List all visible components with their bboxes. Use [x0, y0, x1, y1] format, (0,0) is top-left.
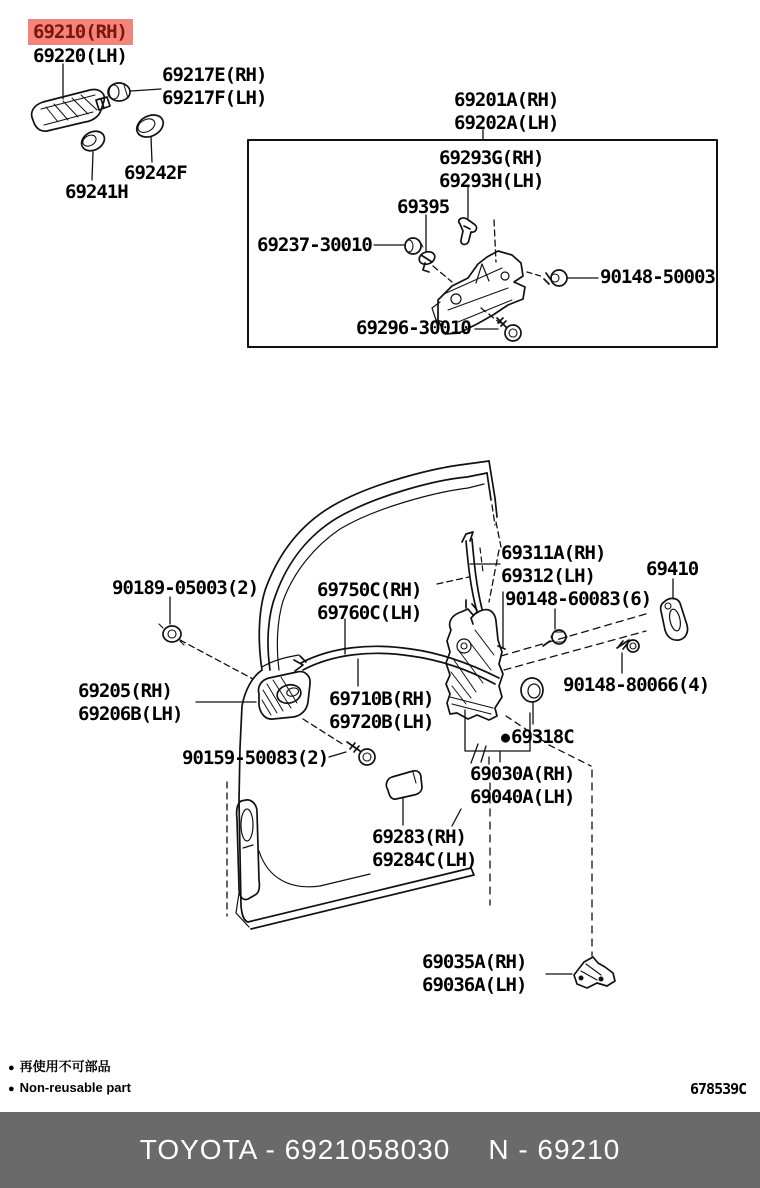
- callout-69293[interactable]: [439, 147, 543, 193]
- callout-69750C[interactable]: [317, 579, 421, 625]
- callout-90148-80066[interactable]: [563, 674, 709, 697]
- gasket-69242F-shape: [133, 111, 167, 142]
- handle-base-drawing: [196, 672, 344, 745]
- footer-catalog-number: N - 69210: [488, 1134, 621, 1165]
- non-reusable-bullet-icon: ●: [8, 1083, 15, 1095]
- callout-69217[interactable]: [162, 64, 266, 110]
- callout-69410[interactable]: [646, 558, 698, 581]
- part-number-label[interactable]: 69035A(RH): [422, 951, 527, 973]
- screw-90159-drawing: [329, 742, 375, 765]
- callout-90159-50083[interactable]: [182, 747, 328, 770]
- part-number-label[interactable]: 69201A(RH): [454, 89, 559, 111]
- callout-69296-30010[interactable]: [356, 317, 471, 340]
- gasket-69241H-shape: [78, 127, 108, 154]
- callout-69241H[interactable]: [65, 181, 128, 204]
- part-number-label[interactable]: 69210(RH): [28, 19, 133, 45]
- callout-69318C[interactable]: [501, 726, 574, 749]
- part-number-label[interactable]: 69036A(LH): [422, 974, 527, 996]
- callout-69242F[interactable]: [124, 162, 187, 185]
- part-number-label[interactable]: 69241H: [65, 181, 128, 203]
- part-number-label[interactable]: 69395: [397, 196, 450, 218]
- callout-69395[interactable]: [397, 196, 449, 219]
- part-number-label[interactable]: 69242F: [124, 162, 187, 184]
- callout-69283[interactable]: [372, 826, 476, 872]
- part-number-label[interactable]: 69311A(RH): [501, 542, 606, 564]
- footer-part-number: TOYOTA - 6921058030: [139, 1134, 451, 1165]
- part-number-label[interactable]: 69410: [646, 558, 699, 580]
- legend-item-jp: [8, 1057, 131, 1078]
- legend-item-en: [8, 1078, 131, 1099]
- part-number-label[interactable]: 69217F(LH): [162, 87, 267, 109]
- part-number-label[interactable]: 69293G(RH): [439, 147, 544, 169]
- part-number-label[interactable]: 90148-60083(6): [505, 588, 652, 610]
- non-reusable-bullet-icon: ●: [8, 1062, 15, 1074]
- part-number-label[interactable]: 69710B(RH): [329, 688, 434, 710]
- callout-69237-30010[interactable]: [257, 234, 372, 257]
- callout-69201A[interactable]: [454, 89, 558, 135]
- part-number-label[interactable]: 90189-05003(2): [112, 577, 259, 599]
- legend-item-en-text: Non-reusable part: [19, 1080, 131, 1095]
- callout-69030A[interactable]: [470, 763, 574, 809]
- part-number-label[interactable]: 69237-30010: [257, 234, 372, 256]
- part-number-label[interactable]: 90148-80066(4): [563, 674, 710, 696]
- nut-90189-drawing: [159, 597, 253, 679]
- callout-69311A[interactable]: [501, 542, 605, 588]
- part-number-label[interactable]: 69720B(LH): [329, 711, 434, 733]
- callout-69210[interactable]: [33, 19, 133, 68]
- legend-item-jp-text: 再使用不可部品: [19, 1059, 111, 1074]
- callout-69710B[interactable]: [329, 688, 433, 734]
- callout-90148-50003[interactable]: [600, 266, 715, 289]
- part-number-label[interactable]: 69283(RH): [372, 826, 466, 848]
- part-number-label[interactable]: 69293H(LH): [439, 170, 544, 192]
- part-number-label[interactable]: 69284C(LH): [372, 849, 477, 871]
- callout-69035A[interactable]: [422, 951, 526, 997]
- callout-90189-05003[interactable]: [112, 577, 258, 600]
- non-reusable-bullet-icon: ●: [501, 728, 510, 746]
- part-number-label[interactable]: 69205(RH): [78, 680, 172, 702]
- part-number-label[interactable]: 69040A(LH): [470, 786, 575, 808]
- part-number-label[interactable]: 69296-30010: [356, 317, 471, 339]
- lock-cable-drawing: [294, 619, 499, 686]
- part-number-label[interactable]: 69220(LH): [33, 45, 127, 67]
- part-number-label[interactable]: 69760C(LH): [317, 602, 422, 624]
- footer-bar: [0, 1112, 760, 1188]
- part-number-label[interactable]: ● 69318C: [501, 726, 574, 748]
- part-number-label[interactable]: 69750C(RH): [317, 579, 422, 601]
- part-number-label[interactable]: 90148-50003: [600, 266, 715, 288]
- callout-69205[interactable]: [78, 680, 182, 726]
- callout-90148-60083[interactable]: [505, 588, 651, 611]
- part-number-label[interactable]: 69030A(RH): [470, 763, 575, 785]
- part-number-label[interactable]: 90159-50083(2): [182, 747, 329, 769]
- part-number-label[interactable]: 69312(LH): [501, 565, 595, 587]
- part-number-label[interactable]: 69217E(RH): [162, 64, 267, 86]
- figure-code: 678539C: [690, 1080, 747, 1098]
- part-number-label[interactable]: 69202A(LH): [454, 112, 559, 134]
- legend: [8, 1057, 131, 1099]
- part-number-label[interactable]: 69206B(LH): [78, 703, 183, 725]
